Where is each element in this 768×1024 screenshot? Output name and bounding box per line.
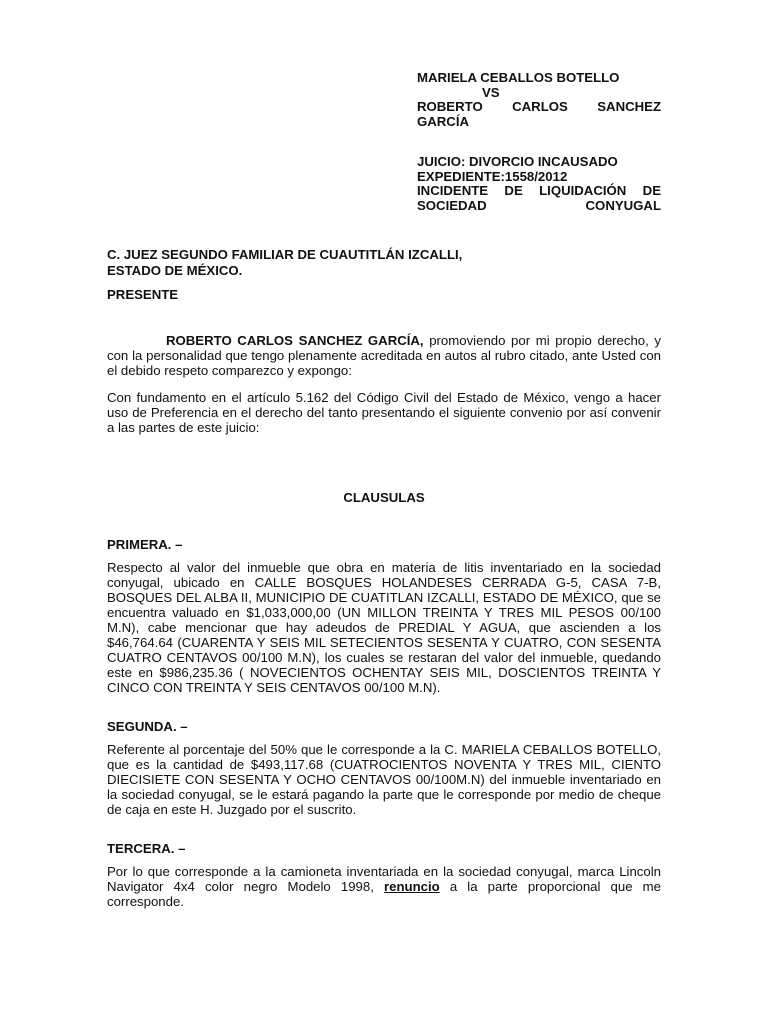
clause-tercera-heading: TERCERA. –	[107, 841, 186, 856]
tercera-text-before: Por lo que corresponde a la camioneta inventariada en la sociedad conyugal, marca Lincoln Navigator 4x4 color negro Modelo 1998,	[107, 864, 661, 894]
presente-label: PRESENTE	[107, 287, 179, 302]
tercera-renuncio: renuncio	[384, 879, 440, 894]
addressee	[107, 247, 661, 279]
incidente-line2: SOCIEDAD CONYUGAL	[417, 197, 661, 213]
addressee-line2: ESTADO DE MÉXICO.	[107, 263, 243, 278]
clause-primera-heading: PRIMERA. –	[107, 537, 183, 552]
party-defendant-line2: GARCÍA	[417, 113, 470, 129]
incidente-line1: INCIDENTE DE LIQUIDACIÓN DE	[417, 183, 661, 198]
case-caption	[417, 71, 661, 129]
clause-primera-text: Respecto al valor del inmueble que obra en materia de litis inventariado en la sociedad conyugal, ubicado en CALLE BOSQUES HOLANDESES CERRADA G-5, CASA 7-B, BOSQUES DEL ALBA II, MUNICIPIO DE CUATITLAN IZCALLI, ESTADO DE MÉXICO, que se encuentra valuado en $1,033,000,00 (UN MILLON TREINTA Y TRES MIL PESOS 00/100 M.N), cabe mencionar que hay adeudos de PREDIAL Y AGUA, que ascienden a los $46,764.64 (CUARENTA Y SEIS MIL SETECIENTOS SESENTA Y CUATRO, CON SESENTA CUATRO CENTAVOS 00/100 M.N), los cuales se restaran del valor del inmueble, quedando este en $986,235.36 ( NOVECIENTOS OCHENTAY SEIS MIL, DOSCIENTOS TREINTA Y CINCO CON TREINTA Y SEIS CENTAVOS 00/100 M.N).	[107, 560, 661, 695]
party-plaintiff: MARIELA CEBALLOS BOTELLO	[417, 70, 620, 85]
intro-paragraph	[107, 333, 661, 378]
fundamento-paragraph: Con fundamento en el artículo 5.162 del Código Civil del Estado de México, vengo a hacer uso de Preferencia en el derecho del tanto presentando el siguiente convenio por así convenir a las partes de este juicio:	[107, 390, 661, 435]
addressee-line1: C. JUEZ SEGUNDO FAMILIAR DE CUAUTITLÁN IZCALLI,	[107, 247, 463, 262]
clausulas-title: CLAUSULAS	[343, 490, 425, 505]
intro-text: promoviendo por mi propio derecho, y con la personalidad que tengo plenamente acreditada en autos al rubro citado, ante Usted con el debido respeto comparezco y expongo:	[107, 333, 661, 378]
tercera-text-after: a la parte proporcional que me corresponde.	[107, 879, 661, 909]
clause-tercera-text	[107, 864, 661, 909]
party-defendant-line1: ROBERTO CARLOS SANCHEZ	[417, 99, 661, 114]
juicio-label: JUICIO: DIVORCIO INCAUSADO	[417, 154, 618, 169]
clause-segunda-heading: SEGUNDA. –	[107, 719, 188, 734]
versus-label: VS	[482, 84, 500, 100]
expediente-label: EXPEDIENTE:1558/2012	[417, 168, 568, 184]
case-details	[417, 155, 661, 213]
clause-segunda-text: Referente al porcentaje del 50% que le corresponde a la C. MARIELA CEBALLOS BOTELLO, que es la cantidad de $493,117.68 (CUATROCIENTOS NOVENTA Y TRES MIL, CIENTO DIECISIETE CON SESENTA Y OCHO CENTAVOS 00/100M.N) del inmueble inventariado en la sociedad conyugal, se le estará pagando la parte que le corresponde por medio de cheque de caja en este H. Juzgado por el suscrito.	[107, 742, 661, 817]
promovente-name: ROBERTO CARLOS SANCHEZ GARCÍA,	[166, 333, 424, 348]
